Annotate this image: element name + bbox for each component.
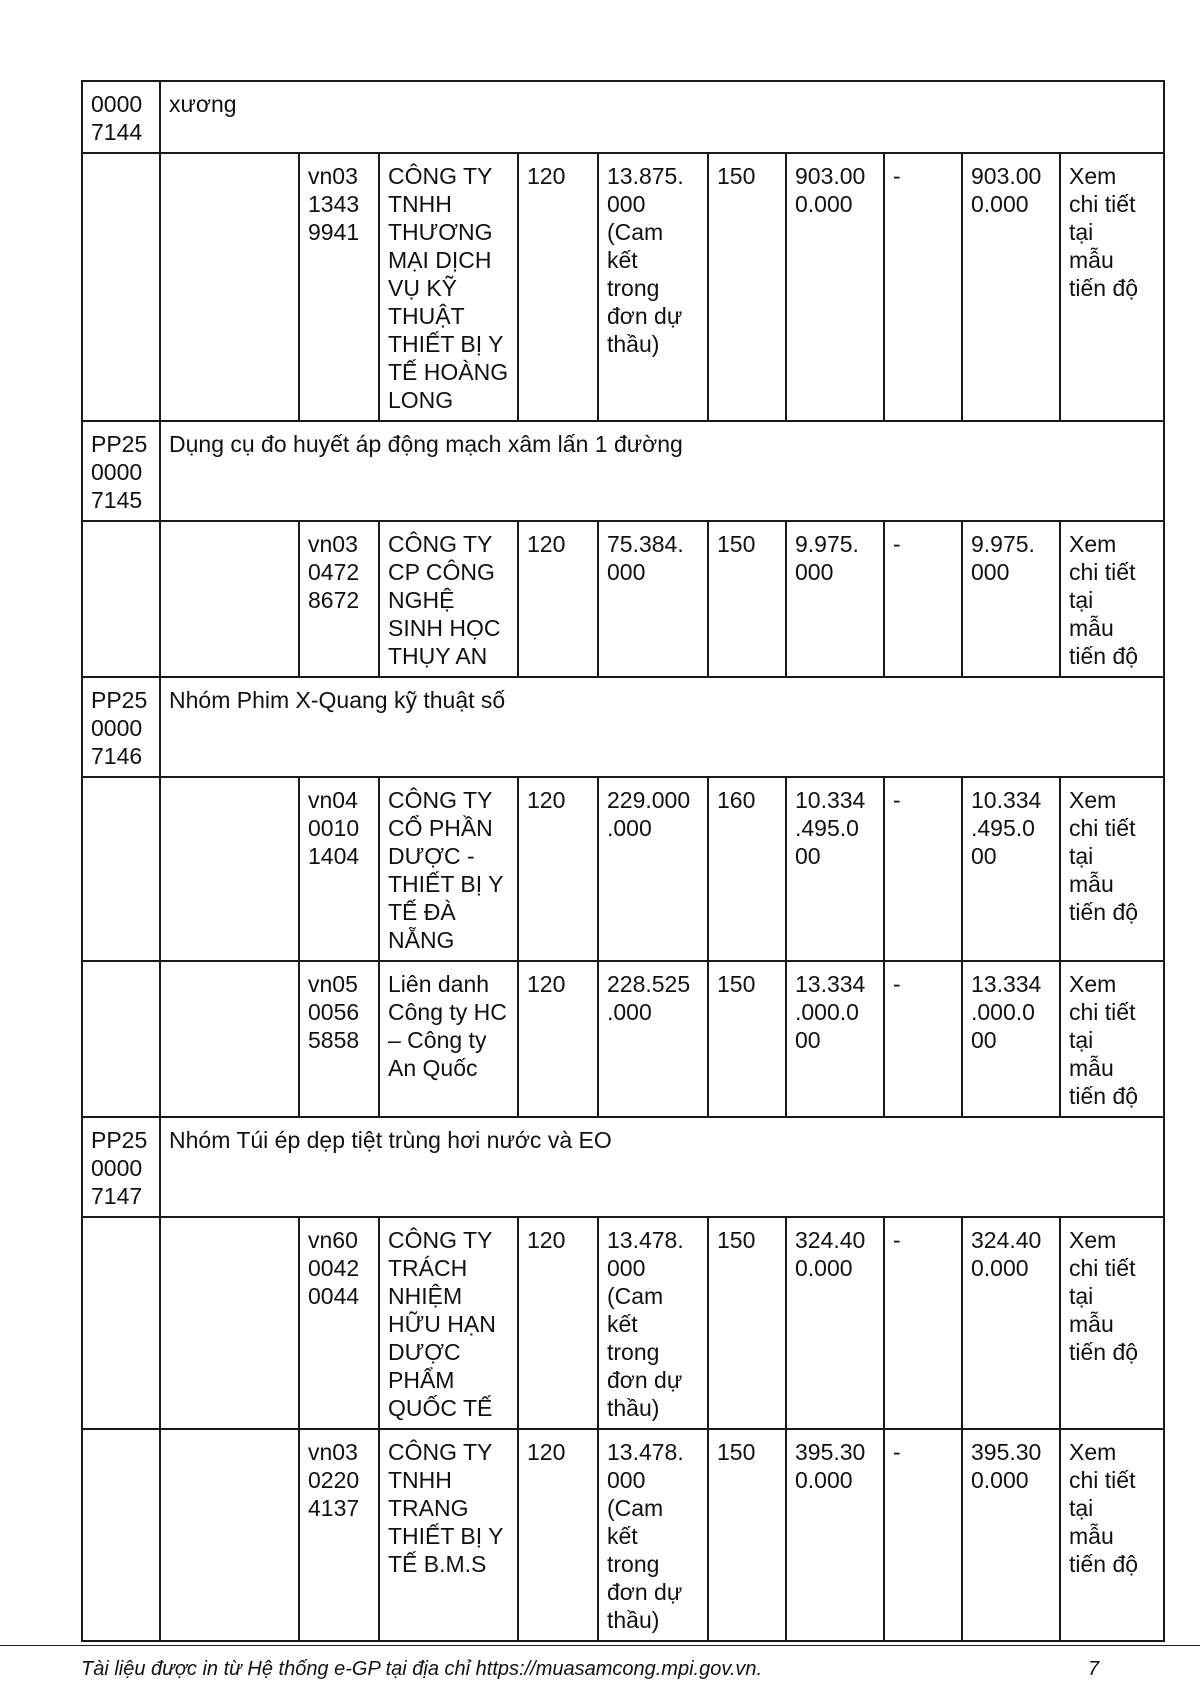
validity-days-cell [518,777,598,961]
group-row [82,677,1164,777]
bid-price: 903.00 0.000 [795,163,866,217]
bid-price: 13.334 .000.0 00 [795,971,866,1053]
final-price: 395.30 0.000 [971,1439,1042,1493]
bid-price-cell [786,1429,884,1641]
bid-row [82,521,1164,677]
delivery-days-cell [708,1429,786,1641]
final-price-cell [962,1217,1060,1429]
bid-price-cell [786,777,884,961]
bid-security: 228.525 .000 [607,971,691,1025]
schedule-note-cell [1060,777,1164,961]
page-number: 7 [1088,1658,1100,1680]
bidder-id-cell [299,1429,379,1641]
bid-price: 9.975. 000 [795,531,859,585]
group-row [82,421,1164,521]
bidder-name: CÔNG TY TRÁCH NHIỆM HỮU HẠN DƯỢC PHẨM QUỐC TẾ [388,1227,496,1421]
empty-cell [82,1217,160,1429]
empty-cell [82,777,160,961]
schedule-note: Xem chi tiết tại mẫu tiến độ [1069,531,1139,669]
validity-days: 120 [527,531,566,557]
bidder-id: vn03 0220 4137 [308,1439,360,1521]
bid-security: 229.000 .000 [607,787,691,841]
group-code: PP25 0000 7145 [91,431,148,513]
bid-security: 75.384. 000 [607,531,684,585]
bid-security-cell [598,1217,708,1429]
schedule-note: Xem chi tiết tại mẫu tiến độ [1069,1439,1139,1577]
empty-cell [160,521,299,677]
delivery-days-cell [708,961,786,1117]
discount: - [893,787,901,813]
bidder-name-cell [379,1217,518,1429]
final-price: 9.975. 000 [971,531,1035,585]
empty-cell [160,961,299,1117]
delivery-days-cell [708,777,786,961]
bid-price: 395.30 0.000 [795,1439,866,1493]
empty-cell [160,1217,299,1429]
schedule-note: Xem chi tiết tại mẫu tiến độ [1069,1227,1139,1365]
empty-cell [82,153,160,421]
schedule-note-cell [1060,961,1164,1117]
bidder-id: vn03 0472 8672 [308,531,360,613]
bid-security-cell [598,777,708,961]
bid-security-cell [598,961,708,1117]
bid-security: 13.478. 000 (Cam kết trong đơn dự thầu) [607,1227,684,1421]
final-price-cell [962,1429,1060,1641]
bid-results-sheet [81,80,1163,1642]
delivery-days-cell [708,1217,786,1429]
group-code-cell [82,677,160,777]
group-name: Dụng cụ đo huyết áp động mạch xâm lấn 1 đường [169,431,683,457]
final-price-cell [962,521,1060,677]
page-footer [0,1645,1200,1680]
bid-row [82,153,1164,421]
final-price-cell [962,777,1060,961]
empty-cell [82,1429,160,1641]
bidder-id: vn03 1343 9941 [308,163,360,245]
discount-cell [884,1217,962,1429]
validity-days: 120 [527,971,566,997]
schedule-note: Xem chi tiết tại mẫu tiến độ [1069,971,1139,1109]
bid-security: 13.478. 000 (Cam kết trong đơn dự thầu) [607,1439,684,1633]
bidder-name: CÔNG TY CP CÔNG NGHỆ SINH HỌC THỤY AN [388,531,501,669]
bid-row [82,961,1164,1117]
bid-price-cell [786,153,884,421]
schedule-note-cell [1060,1429,1164,1641]
bid-row [82,1217,1164,1429]
bid-results-table [81,80,1165,1642]
bidder-name-cell [379,961,518,1117]
empty-cell [82,961,160,1117]
delivery-days: 150 [717,1439,756,1465]
bidder-name-cell [379,1429,518,1641]
group-name-cell [160,677,1164,777]
bid-price-cell [786,521,884,677]
empty-cell [160,777,299,961]
discount: - [893,971,901,997]
bidder-name-cell [379,153,518,421]
bidder-name-cell [379,521,518,677]
group-code-cell [82,421,160,521]
schedule-note-cell [1060,153,1164,421]
bid-price-cell [786,961,884,1117]
empty-cell [160,153,299,421]
group-row [82,1117,1164,1217]
schedule-note: Xem chi tiết tại mẫu tiến độ [1069,787,1139,925]
final-price: 903.00 0.000 [971,163,1042,217]
bidder-id-cell [299,961,379,1117]
bidder-id-cell [299,1217,379,1429]
discount-cell [884,777,962,961]
group-name: xương [169,91,237,117]
bid-security-cell [598,1429,708,1641]
bid-row [82,1429,1164,1641]
discount: - [893,531,901,557]
bid-price-cell [786,1217,884,1429]
group-code: PP25 0000 7146 [91,687,148,769]
footer-note: Tài liệu được in từ Hệ thống e-GP tại địa chỉ https://muasamcong.mpi.gov.vn. [81,1658,763,1680]
group-code-cell [82,81,160,153]
bid-row [82,777,1164,961]
bidder-id: vn04 0010 1404 [308,787,360,869]
bid-security-cell [598,153,708,421]
group-name-cell [160,1117,1164,1217]
discount-cell [884,153,962,421]
group-code: PP25 0000 7147 [91,1127,148,1209]
delivery-days-cell [708,521,786,677]
empty-cell [82,521,160,677]
delivery-days: 150 [717,971,756,997]
group-code-cell [82,1117,160,1217]
final-price-cell [962,961,1060,1117]
validity-days: 120 [527,1227,566,1253]
delivery-days: 160 [717,787,756,813]
final-price: 324.40 0.000 [971,1227,1042,1281]
empty-cell [160,1429,299,1641]
group-code: 0000 7144 [91,91,143,145]
validity-days-cell [518,961,598,1117]
group-name: Nhóm Phim X-Quang kỹ thuật số [169,687,506,713]
bidder-name-cell [379,777,518,961]
bidder-id-cell [299,521,379,677]
bid-security: 13.875. 000 (Cam kết trong đơn dự thầu) [607,163,684,357]
table-body [82,81,1164,1641]
validity-days-cell [518,1217,598,1429]
bidder-id-cell [299,777,379,961]
delivery-days: 150 [717,1227,756,1253]
delivery-days: 150 [717,531,756,557]
delivery-days: 150 [717,163,756,189]
bidder-name: CÔNG TY CỔ PHẦN DƯỢC - THIẾT BỊ Y TẾ ĐÀ NẴNG [388,787,504,953]
bid-price: 324.40 0.000 [795,1227,866,1281]
bidder-id: vn05 0056 5858 [308,971,360,1053]
validity-days-cell [518,153,598,421]
discount-cell [884,521,962,677]
schedule-note-cell [1060,521,1164,677]
group-name-cell [160,81,1164,153]
validity-days-cell [518,1429,598,1641]
discount: - [893,1439,901,1465]
bidder-id: vn60 0042 0044 [308,1227,360,1309]
discount-cell [884,1429,962,1641]
group-name: Nhóm Túi ép dẹp tiệt trùng hơi nước và EO [169,1127,612,1153]
delivery-days-cell [708,153,786,421]
validity-days-cell [518,521,598,677]
validity-days: 120 [527,1439,566,1465]
final-price-cell [962,153,1060,421]
group-name-cell [160,421,1164,521]
schedule-note: Xem chi tiết tại mẫu tiến độ [1069,163,1139,301]
bid-price: 10.334 .495.0 00 [795,787,866,869]
bidder-id-cell [299,153,379,421]
validity-days: 120 [527,163,566,189]
final-price: 13.334 .000.0 00 [971,971,1042,1053]
final-price: 10.334 .495.0 00 [971,787,1042,869]
validity-days: 120 [527,787,566,813]
discount: - [893,163,901,189]
group-row [82,81,1164,153]
discount-cell [884,961,962,1117]
bidder-name: Liên danh Công ty HC – Công ty An Quốc [388,971,507,1081]
bidder-name: CÔNG TY TNHH TRANG THIẾT BỊ Y TẾ B.M.S [388,1439,504,1577]
bidder-name: CÔNG TY TNHH THƯƠNG MẠI DỊCH VỤ KỸ THUẬT THIẾT BỊ Y TẾ HOÀNG LONG [388,163,509,413]
schedule-note-cell [1060,1217,1164,1429]
discount: - [893,1227,901,1253]
bid-security-cell [598,521,708,677]
